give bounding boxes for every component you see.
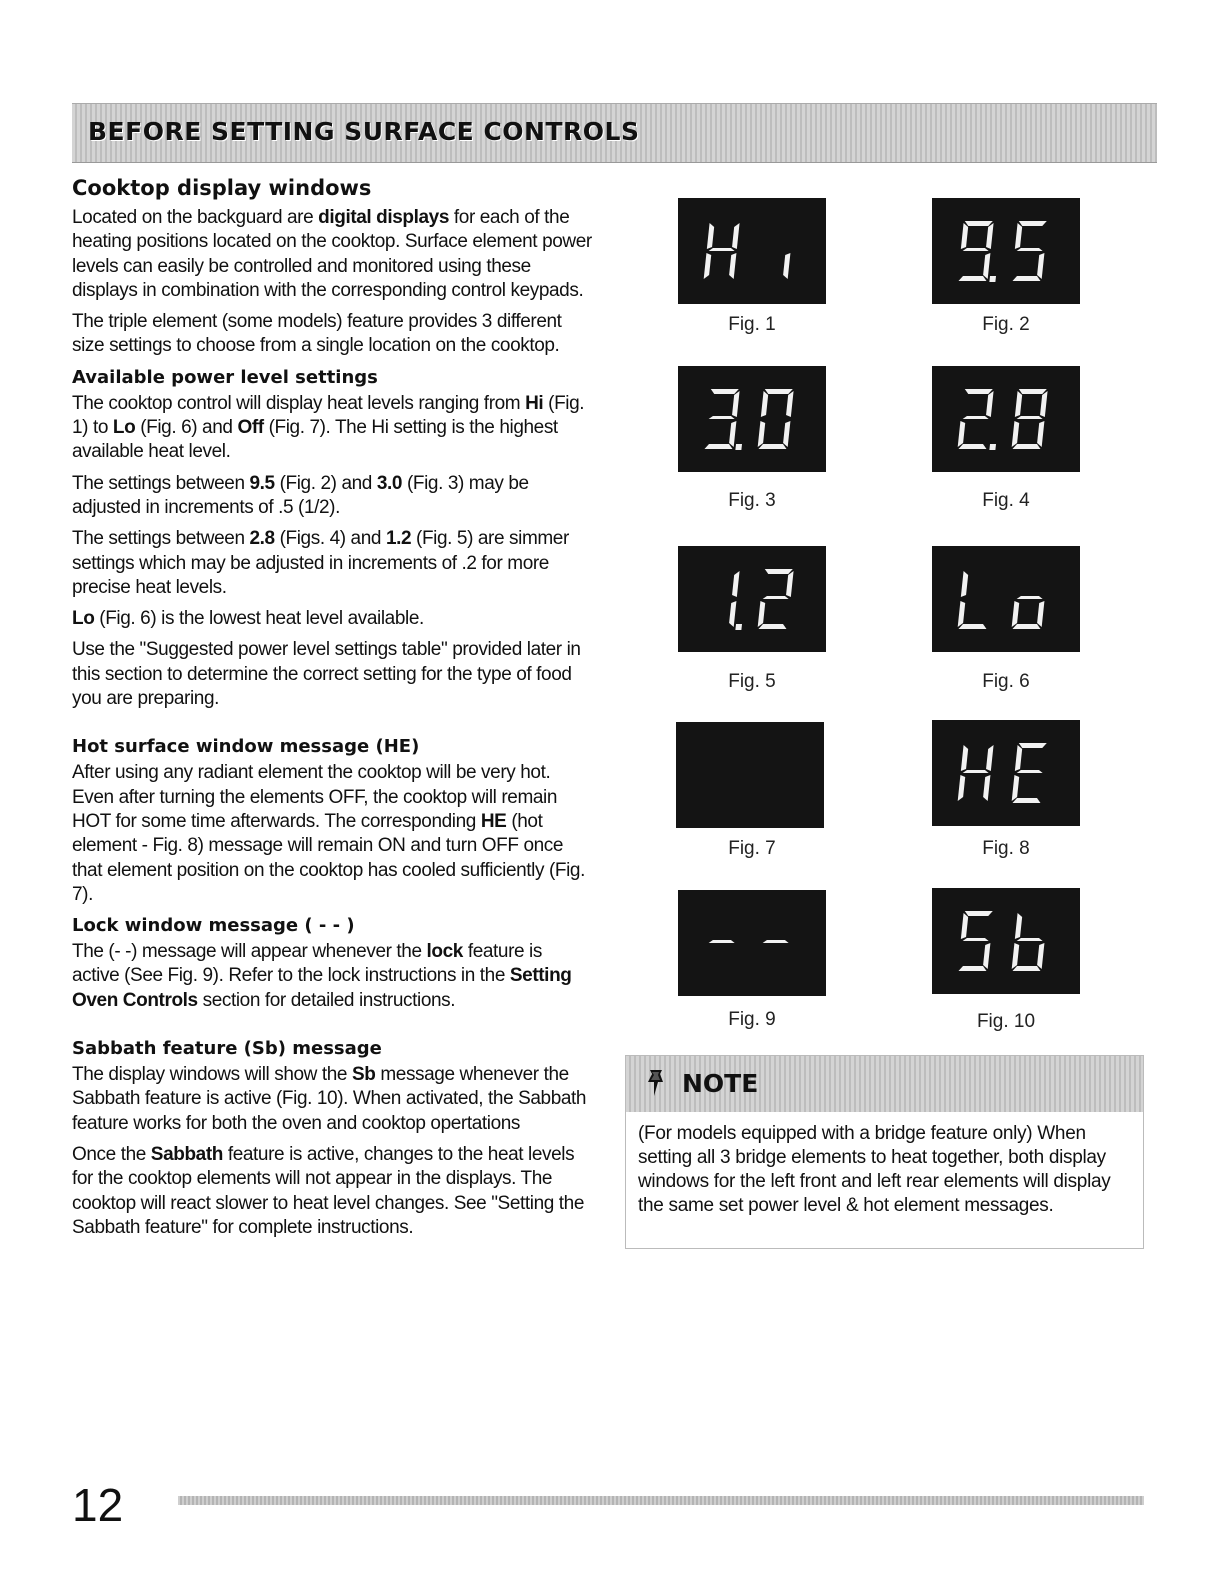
segment-g — [709, 416, 735, 419]
segment-a — [964, 911, 993, 916]
display-fig-3 — [678, 366, 826, 472]
power-paragraph-1: The cooktop control will display heat levels ranging from Hi (Fig. 1) to Lo (Fig. 6) and Off (Fig. 7). The Hi setting is the highest available heat level. — [72, 392, 585, 463]
display-fig-4 — [932, 366, 1080, 472]
fig-4-caption: Fig. 4 — [982, 490, 1030, 511]
segment-a — [764, 389, 793, 394]
display-fig-9 — [678, 890, 826, 996]
display-fig-7 — [676, 722, 824, 828]
note-label: NOTE — [682, 1069, 759, 1098]
segment-display-graphic — [932, 546, 1080, 652]
display-paragraph-2: The triple element (some models) feature provides 3 different size settings to choose from a single location on the cooktop. — [72, 311, 562, 357]
note-header — [626, 1056, 1143, 1112]
segment-display-graphic — [932, 888, 1080, 994]
segment-d — [758, 624, 787, 629]
sabbath-paragraph-1: The display windows will show the Sb message whenever the Sabbath feature is active (Fig. 10). When activated, the Sabbath feature works for both the oven and cooktop opertations — [72, 1064, 587, 1134]
segment-g — [709, 940, 735, 943]
lock-message-heading: Lock window message ( - - ) — [72, 915, 355, 937]
segment-d — [758, 444, 787, 449]
fig-5-caption: Fig. 5 — [728, 671, 776, 692]
segment-a — [964, 389, 993, 394]
power-paragraph-3: The settings between 2.8 (Figs. 4) and 1.2 (Fig. 5) are simmer settings which may be adjusted in increments of .2 for more precise heat levels. — [72, 528, 569, 598]
segment-g — [763, 940, 789, 943]
lock-message-paragraph: The (- -) message will appear whenever the lock feature is active (See Fig. 9). Refer to the lock instructions in the Setting Oven Controls section for detailed instructions. — [72, 941, 572, 1011]
segment-display-graphic — [932, 366, 1080, 472]
segment-d — [1012, 966, 1041, 971]
display-fig-10 — [932, 888, 1080, 994]
pushpin-icon — [644, 1068, 670, 1098]
fig-9-caption: Fig. 9 — [728, 1009, 776, 1030]
display-fig-2 — [932, 198, 1080, 304]
segment-g — [963, 416, 989, 419]
segment-d — [958, 444, 987, 449]
section-header-banner — [72, 103, 1157, 163]
section-title: BEFORE SETTING SURFACE CONTROLS — [88, 117, 640, 146]
display-fig-1 — [678, 198, 826, 304]
segment-display-graphic — [678, 198, 826, 304]
segment-d — [1012, 624, 1041, 629]
sabbath-paragraph-2: Once the Sabbath feature is active, changes to the heat levels for the cooktop elements will not appear in the displays. The cooktop will react slower to heat level changes. See "Setting the Sabbath feature" for complete instructions. — [72, 1143, 584, 1238]
power-level-heading: Available power level settings — [72, 366, 378, 388]
segment-g — [709, 248, 735, 251]
fig-8-caption: Fig. 8 — [982, 838, 1030, 859]
decimal-point — [735, 624, 742, 630]
segment-a — [764, 569, 793, 574]
segment-d — [1012, 444, 1041, 449]
decimal-point — [989, 276, 996, 282]
display-fig-8 — [932, 720, 1080, 826]
segment-g — [1017, 938, 1043, 941]
segment-a — [710, 389, 739, 394]
power-paragraph-4: Lo (Fig. 6) is the lowest heat level available. — [72, 608, 424, 630]
segment-display-graphic — [678, 546, 826, 652]
display-fig-6 — [932, 546, 1080, 652]
segment-display-graphic — [678, 890, 826, 996]
segment-d — [1012, 798, 1041, 803]
segment-g — [963, 770, 989, 773]
segment-g — [1017, 770, 1043, 773]
segment-g — [1017, 416, 1043, 419]
fig-3-caption: Fig. 3 — [728, 490, 776, 511]
sabbath-heading: Sabbath feature (Sb) message — [72, 1038, 382, 1060]
cooktop-display-heading: Cooktop display windows — [72, 176, 372, 200]
note-text: (For models equipped with a bridge feature only) When setting all 3 bridge elements to heat together, both display windows for the left front and left rear elements will display the same set power level & hot element messages. — [638, 1123, 1111, 1216]
segment-display-graphic — [932, 720, 1080, 826]
segment-d — [958, 624, 987, 629]
segment-g — [963, 938, 989, 941]
segment-d — [1012, 276, 1041, 281]
left-column — [72, 176, 592, 1247]
fig-2-caption: Fig. 2 — [982, 314, 1030, 335]
note-box — [625, 1055, 1144, 1249]
segment-g — [1017, 596, 1043, 599]
digit-1 — [763, 940, 789, 943]
fig-7-caption: Fig. 7 — [728, 838, 776, 859]
hot-surface-paragraph: After using any radiant element the cooktop will be very hot. Even after turning the elements OFF, the cooktop will remain HOT for some time afterwards. The corresponding HE (hot element - Fig. 8) message will remain ON and turn OFF once that element position on the cooktop has cooled sufficiently (Fig. 7). — [72, 762, 585, 905]
segment-display-graphic — [676, 722, 824, 828]
fig-10-caption: Fig. 10 — [976, 1011, 1036, 1032]
segment-display-graphic — [678, 366, 826, 472]
power-paragraph-2: The settings between 9.5 (Fig. 2) and 3.0 (Fig. 3) may be adjusted in increments of .5 (1/2). — [72, 472, 529, 518]
segment-a — [1018, 389, 1047, 394]
fig-6-caption: Fig. 6 — [982, 671, 1030, 692]
segment-d — [958, 966, 987, 971]
decimal-point — [989, 444, 996, 450]
segment-d — [958, 276, 987, 281]
footer-rule — [178, 1496, 1144, 1505]
page-number: 12 — [72, 1479, 124, 1531]
segment-g — [1017, 248, 1043, 251]
segment-a — [964, 221, 993, 226]
segment-display-graphic — [932, 198, 1080, 304]
segment-d — [704, 444, 733, 449]
fig-1-caption: Fig. 1 — [728, 314, 776, 335]
segment-g — [963, 248, 989, 251]
display-paragraph-1: Located on the backguard are digital displays for each of the heating positions located on the cooktop. Surface element power levels can easily be controlled and monitored using these displays in combination with the corresponding control keypads. — [72, 207, 592, 301]
display-fig-5 — [678, 546, 826, 652]
digit-0 — [709, 940, 735, 943]
hot-surface-heading: Hot surface window message (HE) — [72, 736, 420, 758]
segment-a — [1018, 221, 1047, 226]
segment-a — [1018, 743, 1047, 748]
decimal-point — [735, 444, 742, 450]
segment-g — [763, 596, 789, 599]
power-paragraph-5: Use the "Suggested power level settings table" provided later in this section to determine the correct setting for the type of food you are preparing. — [72, 639, 581, 710]
